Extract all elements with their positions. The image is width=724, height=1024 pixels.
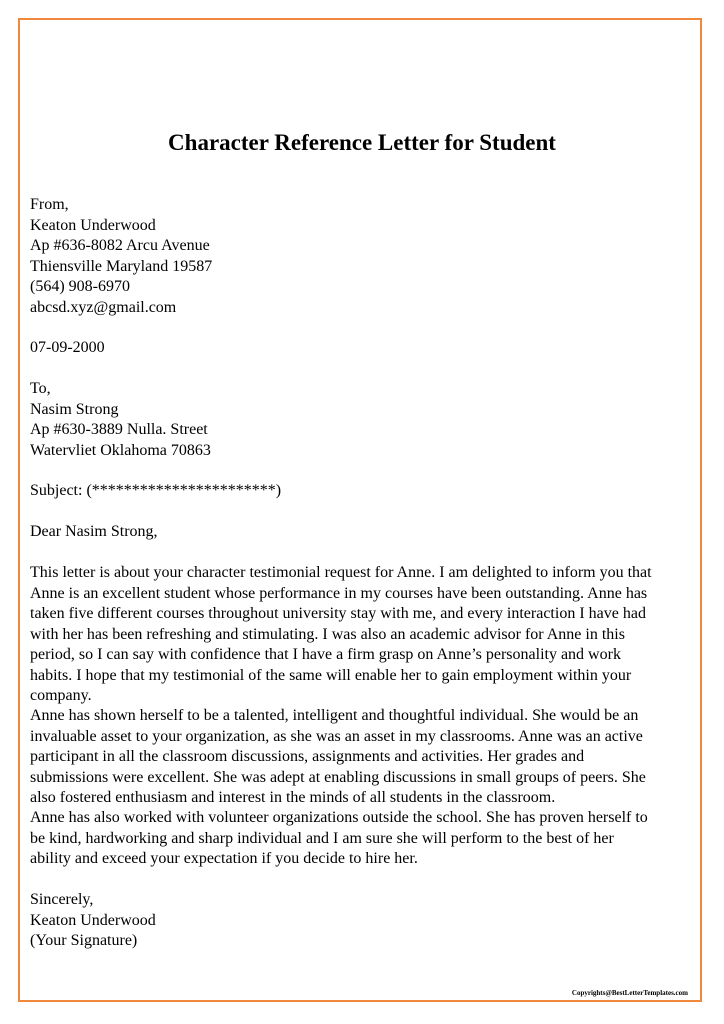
body-line: Anne has shown herself to be a talented, intelligent and thoughtful individual. She would be an — [30, 707, 639, 724]
body-line: also fostered enthusiasm and interest in the minds of all students in the classroom. — [30, 789, 556, 806]
closing-block — [30, 890, 156, 952]
body-line: participant in all the classroom discussions, assignments and activities. Her grades and — [30, 748, 585, 765]
copyright-footer: Copyrights@BestLetterTemplates.com — [571, 989, 688, 997]
body-line: period, so I can say with confidence that I have a firm grasp on Anne’s personality and work — [30, 646, 621, 663]
sender-email: abcsd.xyz@gmail.com — [30, 298, 177, 316]
salutation-text: Dear Nasim Strong, — [30, 523, 158, 540]
sender-address-line-2: Thiensville Maryland 19587 — [30, 257, 213, 275]
letter-date — [30, 338, 105, 359]
subject-text: Subject: (***********************) — [30, 482, 282, 499]
sender-address-line-1: Ap #636-8082 Arcu Avenue — [30, 237, 210, 254]
closing-name: Keaton Underwood — [30, 911, 156, 929]
body-line: habits. I hope that my testimonial of the same will enable her to gain employment within your — [30, 666, 632, 684]
body-line: This letter is about your character testimonial request for Anne. I am delighted to inform you that — [30, 564, 652, 581]
body-line: ability and exceed your expectation if you decide to hire her. — [30, 850, 418, 867]
salutation — [30, 522, 158, 543]
recipient-block — [30, 379, 211, 461]
subject-line — [30, 481, 281, 502]
signature-placeholder: (Your Signature) — [30, 932, 138, 949]
page-title: Character Reference Letter for Student — [168, 130, 556, 155]
body-line: be kind, hardworking and sharp individual and I am sure she will perform to the best of her — [30, 829, 614, 847]
body-paragraph-1 — [30, 563, 696, 707]
sender-label: From, — [30, 196, 69, 213]
valediction: Sincerely, — [30, 891, 94, 908]
body-line: invaluable asset to your organization, as she was an asset in my classrooms. Anne was an active — [30, 727, 643, 745]
sender-phone: (564) 908-6970 — [30, 278, 130, 295]
body-line: submissions were excellent. She was adept at enabling discussions in small groups of peers. She — [30, 768, 646, 786]
body-line: Anne has also worked with volunteer organizations outside the school. She has proven herself to — [30, 809, 648, 826]
body-paragraph-2 — [30, 706, 696, 809]
recipient-label: To, — [30, 380, 51, 397]
body-paragraph-3 — [30, 808, 696, 870]
recipient-address-line-2: Watervliet Oklahoma 70863 — [30, 441, 211, 459]
recipient-address-line-1: Ap #630-3889 Nulla. Street — [30, 421, 208, 438]
body-line: with her has been refreshing and stimulating. I was also an academic advisor for Anne in this — [30, 625, 625, 643]
body-line: Anne is an excellent student whose performance in my courses have been outstanding. Anne has — [30, 584, 648, 602]
sender-name: Keaton Underwood — [30, 216, 156, 234]
date-text: 07-09-2000 — [30, 339, 105, 356]
body-line: taken five different courses throughout university stay with me, and every interaction I have had — [30, 605, 646, 622]
body-line: company. — [30, 687, 92, 704]
sender-block — [30, 195, 212, 318]
recipient-name: Nasim Strong — [30, 400, 119, 418]
